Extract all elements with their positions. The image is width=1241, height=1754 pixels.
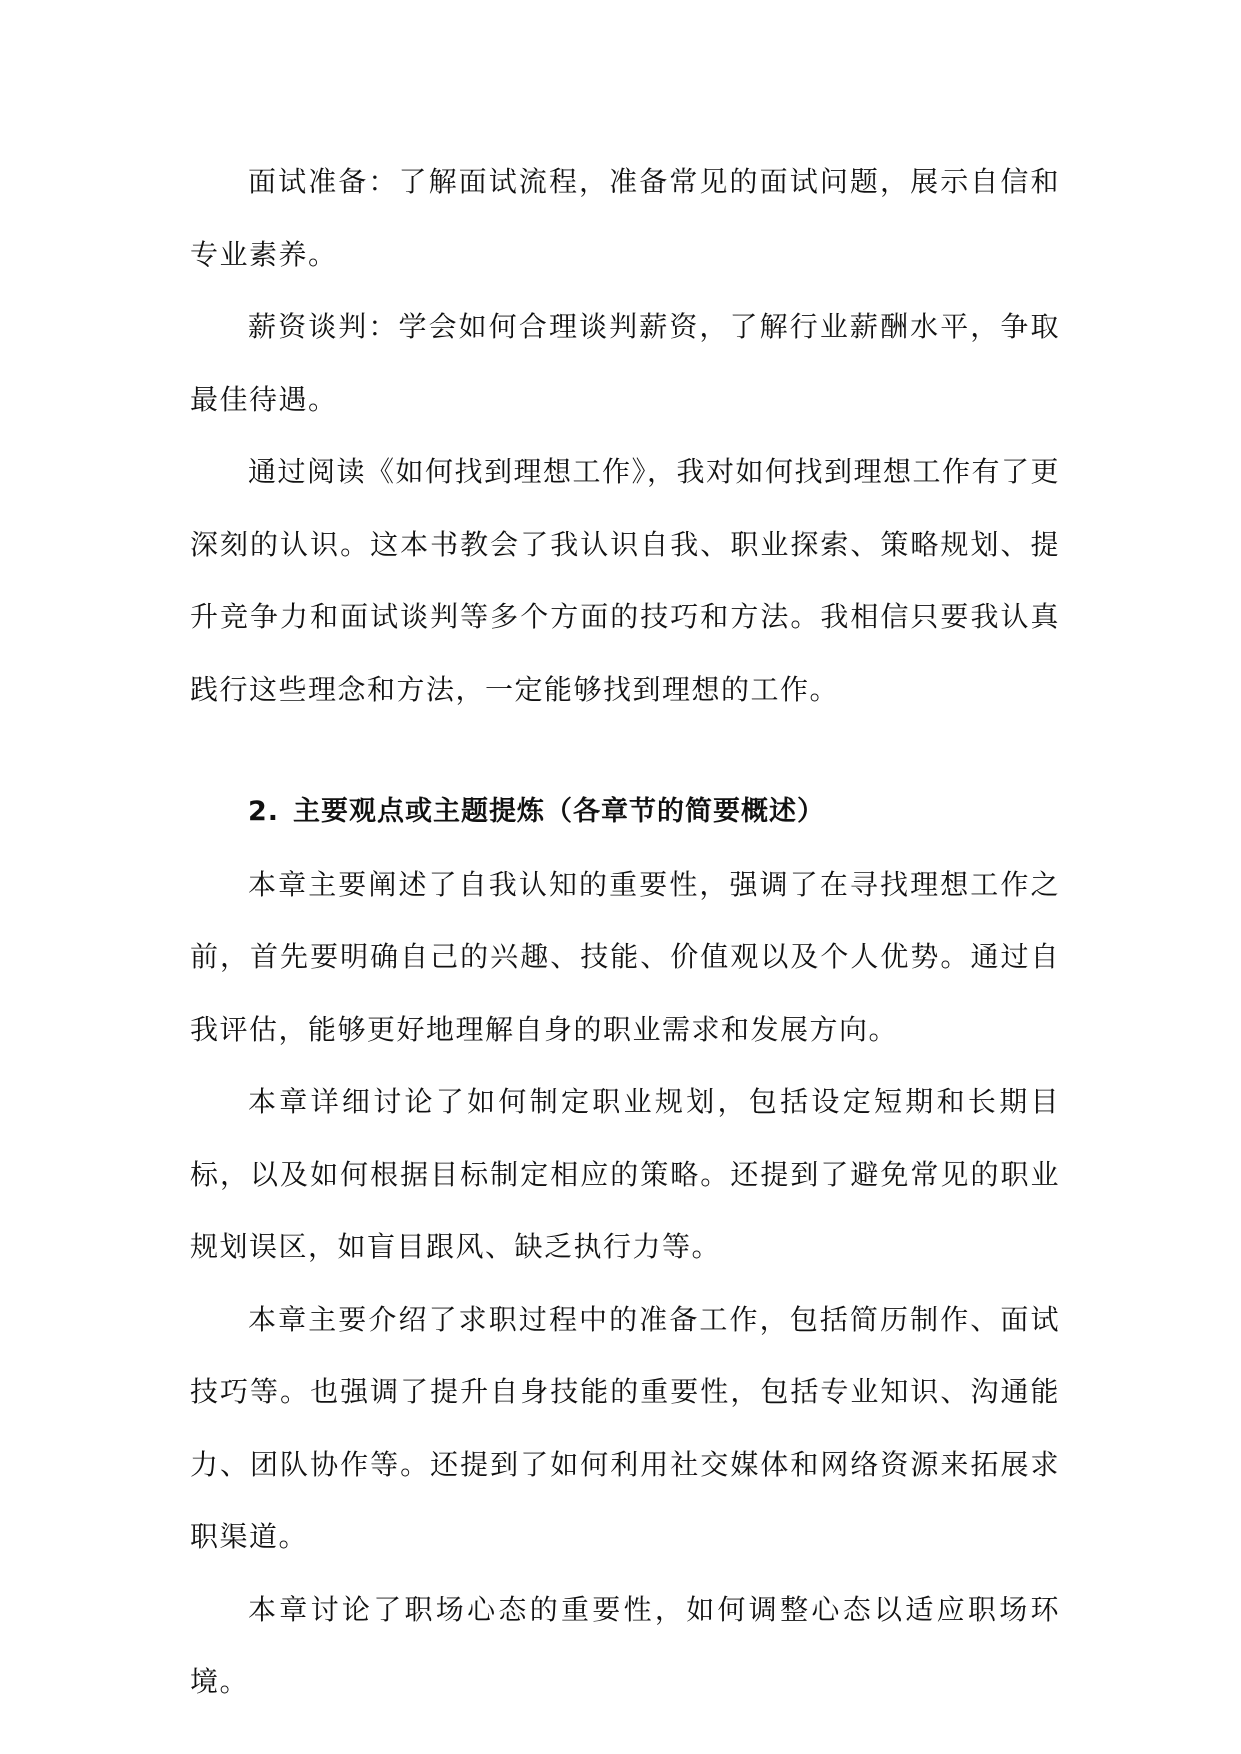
- paragraph-chapter-job-prep: 本章主要介绍了求职过程中的准备工作，包括简历制作、面试技巧等。也强调了提升自身技能的重要性，包括专业知识、沟通能力、团队协作等。还提到了如何利用社交媒体和网络资源来拓展求职渠道。: [190, 1302, 1060, 1553]
- paragraph-reading-summary: 通过阅读《如何找到理想工作》，我对如何找到理想工作有了更深刻的认识。这本书教会了我认识自我、职业探索、策略规划、提升竞争力和面试谈判等多个方面的技巧和方法。我相信只要我认真践行这些理念和方法，一定能够找到理想的工作。: [190, 455, 1061, 706]
- paragraph-chapter-workplace-mindset: 本章讨论了职场心态的重要性，如何调整心态以适应职场环境。: [190, 1592, 1060, 1698]
- document-body: [190, 146, 1060, 1719]
- paragraph-chapter-self-awareness: 本章主要阐述了自我认知的重要性，强调了在寻找理想工作之前，首先要明确自己的兴趣、技能、价值观以及个人优势。通过自我评估，能够更好地理解自身的职业需求和发展方向。: [190, 867, 1060, 1046]
- section-title: 主要观点或主题提炼（各章节的简要概述）: [293, 796, 826, 827]
- paragraph-chapter-career-planning: 本章详细讨论了如何制定职业规划，包括设定短期和长期目标，以及如何根据目标制定相应的策略。还提到了避免常见的职业规划误区，如盲目跟风、缺乏执行力等。: [190, 1085, 1060, 1263]
- section-heading: [190, 776, 1060, 849]
- paragraph-interview-prep: 面试准备：了解面试流程，准备常见的面试问题，展示自信和专业素养。: [190, 165, 1060, 271]
- paragraph-salary-negotiation: 薪资谈判：学会如何合理谈判薪资，了解行业薪酬水平，争取最佳待遇。: [190, 310, 1060, 416]
- section-number: 2.: [248, 796, 280, 827]
